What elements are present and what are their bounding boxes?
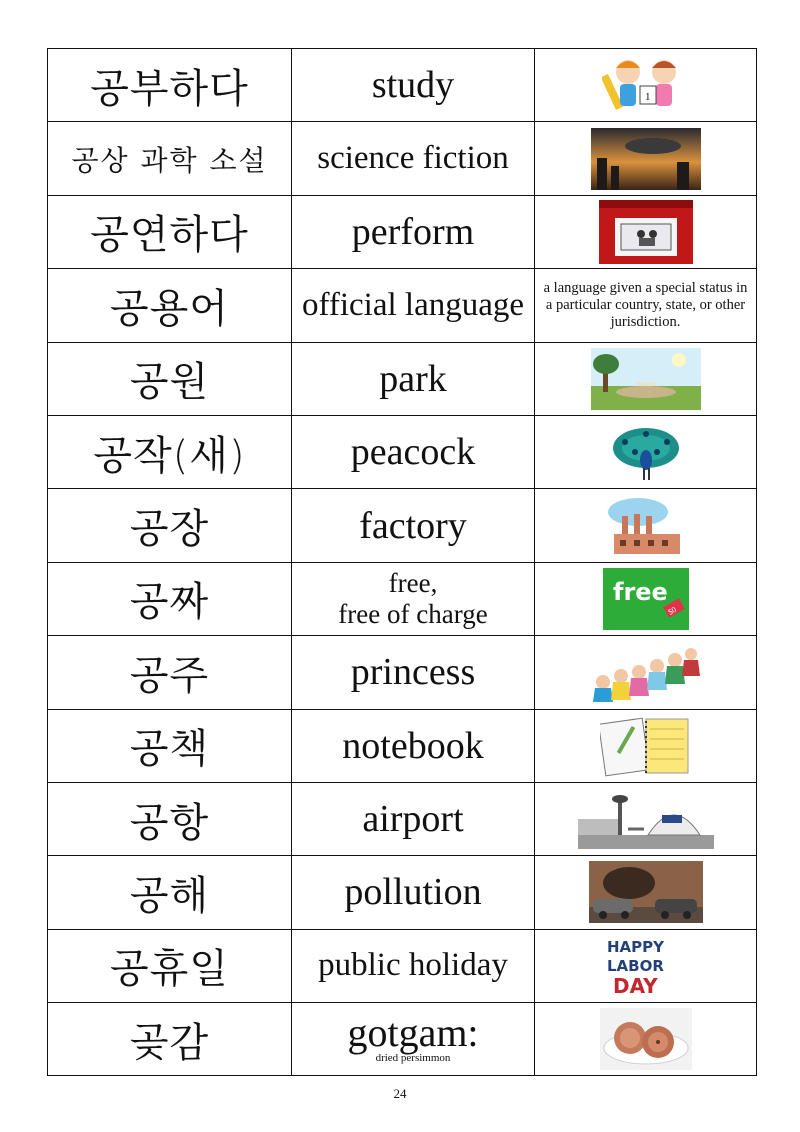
english-word: factory — [292, 489, 535, 562]
english-word — [292, 1003, 535, 1076]
picture-cell — [535, 636, 757, 709]
labor-day-line-3: DAY — [612, 973, 658, 997]
table-row — [48, 122, 757, 195]
picture-cell — [535, 562, 757, 635]
table-row — [48, 562, 757, 635]
table-row — [48, 415, 757, 488]
korean-word: 공책 — [48, 709, 292, 782]
english-word: pollution — [292, 856, 535, 929]
table-row — [48, 636, 757, 709]
table-row — [48, 782, 757, 855]
peacock-image — [611, 422, 681, 482]
princesses-image — [591, 642, 701, 702]
dried-persimmon-image — [600, 1008, 692, 1070]
picture-cell — [535, 49, 757, 122]
korean-word: 공부하다 — [48, 49, 292, 122]
table-row — [48, 1003, 757, 1076]
stage-performance-image — [599, 200, 693, 264]
park-image — [591, 348, 701, 410]
korean-word: 공작(새) — [48, 415, 292, 488]
english-word: perform — [292, 195, 535, 268]
korean-word: 공항 — [48, 782, 292, 855]
korean-word: 공용어 — [48, 269, 292, 342]
table-row — [48, 709, 757, 782]
picture-cell — [535, 856, 757, 929]
english-word: public holiday — [292, 929, 535, 1002]
english-word: park — [292, 342, 535, 415]
english-word: notebook — [292, 709, 535, 782]
labor-day-line-1: HAPPY — [606, 937, 664, 956]
english-line-2: free of charge — [338, 598, 488, 629]
english-term: gotgam: — [347, 1009, 479, 1055]
korean-word: 곶감 — [48, 1003, 292, 1076]
table-row — [48, 195, 757, 268]
korean-word: 공상 과학 소설 — [48, 122, 292, 195]
english-note: dried persimmon — [375, 1051, 451, 1064]
korean-word: 공주 — [48, 636, 292, 709]
english-word — [292, 562, 535, 635]
table-row — [48, 489, 757, 562]
airport-image — [578, 789, 714, 849]
english-word: official language — [292, 269, 535, 342]
page-number: 24 — [393, 1086, 407, 1101]
english-word: princess — [292, 636, 535, 709]
english-word: peacock — [292, 415, 535, 488]
picture-cell — [535, 782, 757, 855]
picture-cell — [535, 709, 757, 782]
free-tag-image — [603, 568, 689, 630]
svg-text:1: 1 — [644, 91, 650, 104]
korean-word: 공원 — [48, 342, 292, 415]
picture-cell — [535, 122, 757, 195]
factory-image — [606, 496, 686, 556]
korean-word: 공휴일 — [48, 929, 292, 1002]
free-tag-label: free — [612, 577, 668, 606]
sci-fi-city-image — [591, 128, 701, 190]
definition-text: a language given a special status in a particular country, state, or other jurisdiction. — [543, 279, 748, 330]
korean-word: 공장 — [48, 489, 292, 562]
table-row — [48, 929, 757, 1002]
picture-cell — [535, 489, 757, 562]
kids-studying-image — [602, 54, 690, 116]
picture-cell — [535, 195, 757, 268]
table-row — [48, 342, 757, 415]
picture-cell — [535, 342, 757, 415]
price-tag-label: $0 — [665, 604, 678, 617]
korean-word: 공연하다 — [48, 195, 292, 268]
vocabulary-table — [47, 48, 757, 1076]
labor-day-image — [603, 935, 689, 997]
picture-cell — [535, 415, 757, 488]
labor-day-line-2: LABOR — [606, 956, 664, 975]
table-row — [48, 269, 757, 342]
picture-cell — [535, 929, 757, 1002]
english-word: airport — [292, 782, 535, 855]
definition-cell — [535, 269, 757, 342]
english-line-1: free, — [388, 567, 438, 598]
notebook-image — [600, 715, 692, 777]
table-row — [48, 49, 757, 122]
english-word: study — [292, 49, 535, 122]
english-word: science fiction — [292, 122, 535, 195]
table-row — [48, 856, 757, 929]
pollution-image — [589, 861, 703, 923]
korean-word: 공짜 — [48, 562, 292, 635]
picture-cell — [535, 1003, 757, 1076]
korean-word: 공해 — [48, 856, 292, 929]
